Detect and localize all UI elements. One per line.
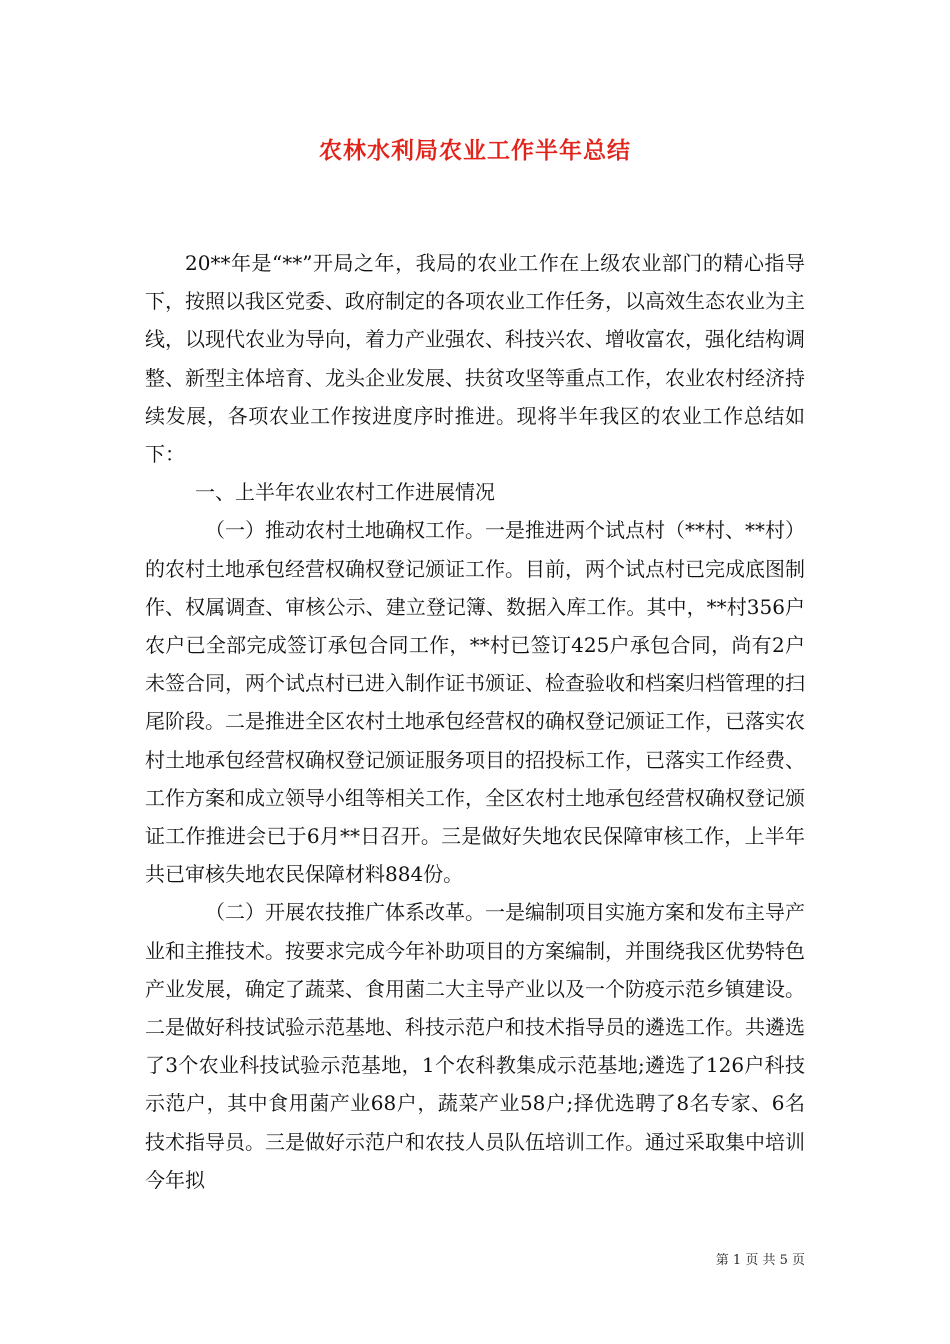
document-title: 农林水利局农业工作半年总结 [319, 137, 631, 164]
page-number: 第 1 页 共 5 页 [715, 1253, 805, 1268]
item-paragraph-2: （二）开展农技推广体系改革。一是编制项目实施方案和发布主导产业和主推技术。按要求完成今年补助项目的方案编制，并围绕我区优势特色产业发展，确定了蔬菜、食用菌二大主导产业以及一个防疫示范乡镇建设。二是做好科技试验示范基地、科技示范户和技术指导员的遴选工作。共遴选了3个农业科技试验示范基地，1个农科教集成示范基地;遴选了126户科技示范户，其中食用菌产业68户，蔬菜产业58户;择优选聘了8名专家、6名技术指导员。三是做好示范户和农技人员队伍培训工作。通过采取集中培训今年拟 [145, 900, 805, 1192]
section-heading: 一、上半年农业农村工作进展情况 [195, 480, 495, 505]
item-paragraph-1: （一）推动农村土地确权工作。一是推进两个试点村（**村、**村）的农村土地承包经营权确权登记颁证工作。目前，两个试点村已完成底图制作、权属调查、审核公示、建立登记簿、数据入库工作。其中，**村356户农户已全部完成签订承包合同工作，**村已签订425户承包合同，尚有2户未签合同，两个试点村已进入制作证书颁证、检查验收和档案归档管理的扫尾阶段。二是推进全区农村土地承包经营权的确权登记颁证工作，已落实农村土地承包经营权确权登记颁证服务项目的招投标工作，已落实工作经费、工作方案和成立领导小组等相关工作，全区农村土地承包经营权确权登记颁证工作推进会已于6月**日召开。三是做好失地农民保障审核工作，上半年共已审核失地农民保障材料884份。 [145, 518, 805, 887]
document-body [145, 244, 805, 1199]
intro-paragraph: 20**年是“**”开局之年，我局的农业工作在上级农业部门的精心指导下，按照以我区党委、政府制定的各项农业工作任务，以高效生态农业为主线，以现代农业为导向，着力产业强农、科技兴农、增收富农，强化结构调整、新型主体培育、龙头企业发展、扶贫攻坚等重点工作，农业农村经济持续发展，各项农业工作按进度序时推进。现将半年我区的农业工作总结如下： [145, 251, 805, 467]
